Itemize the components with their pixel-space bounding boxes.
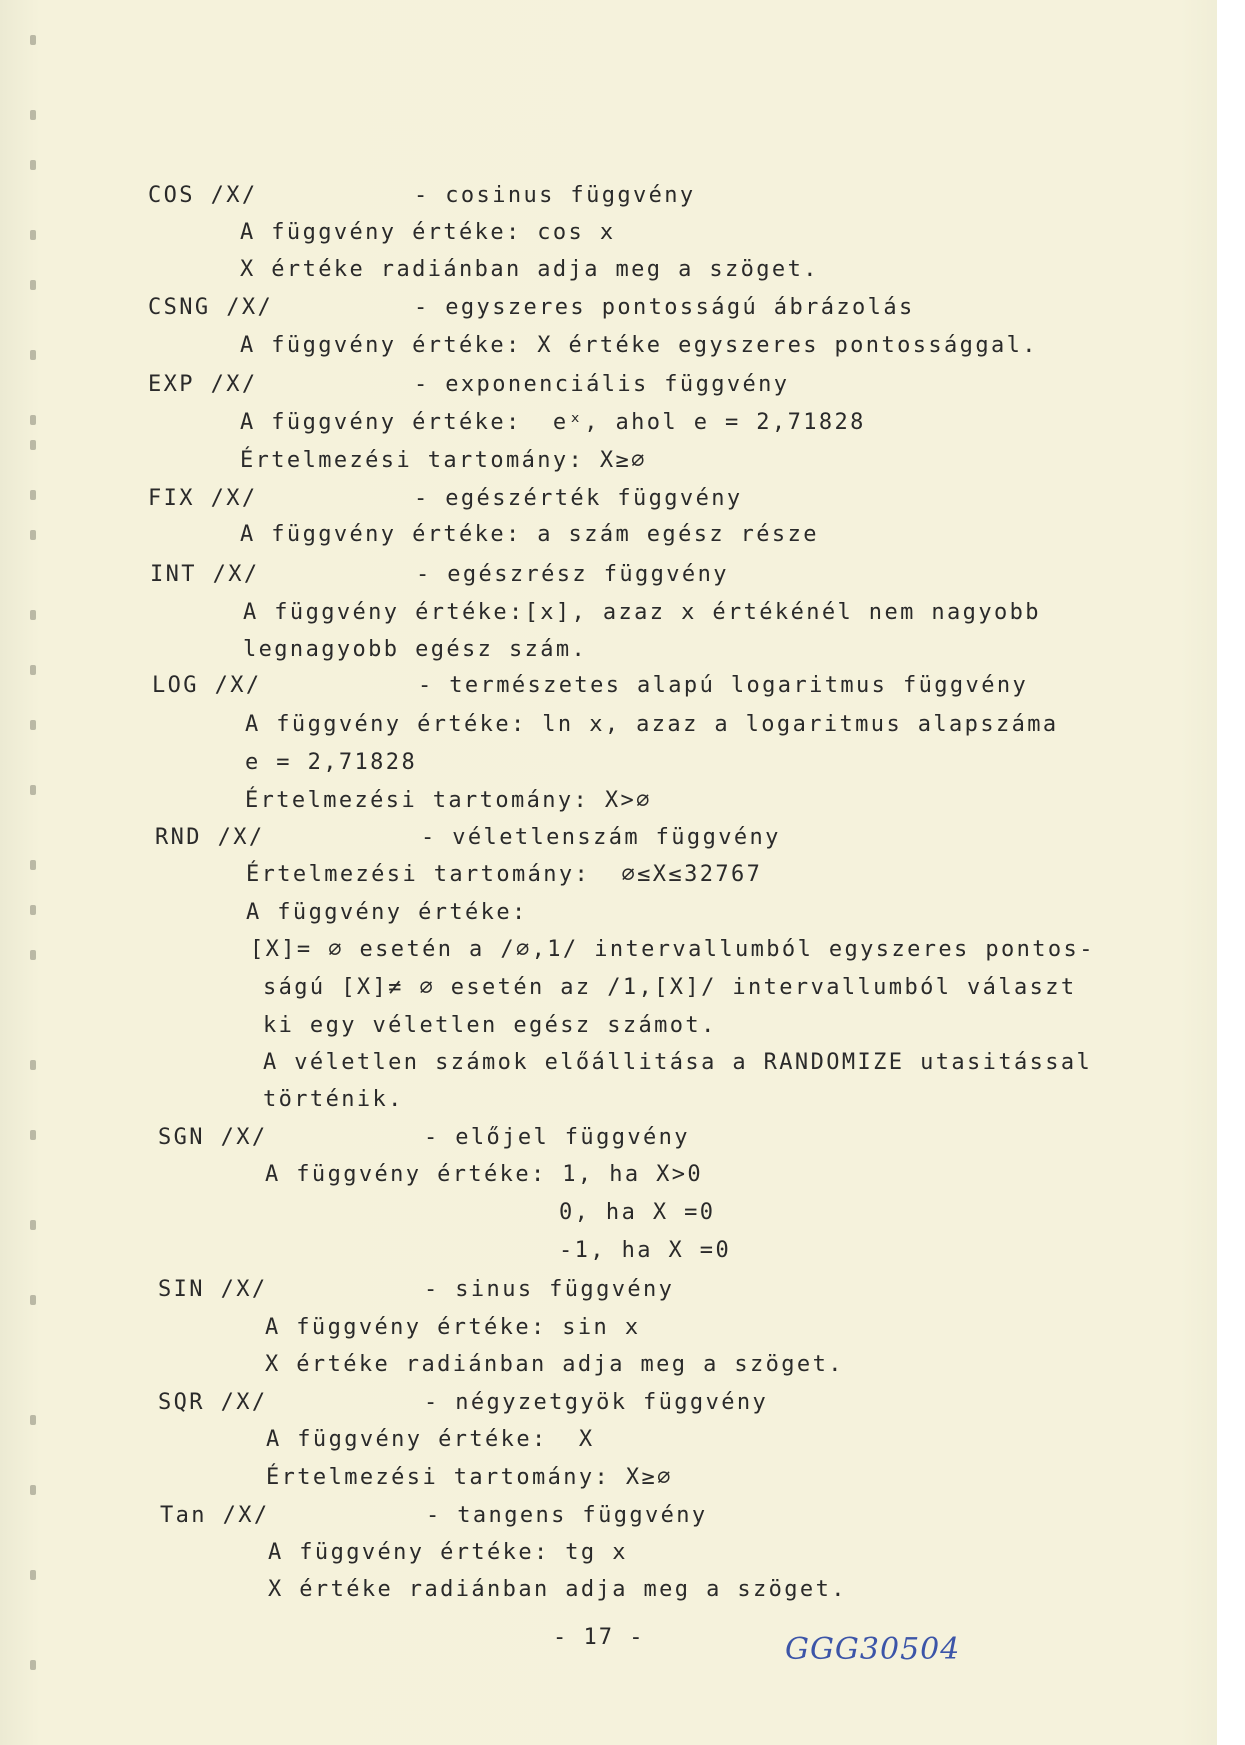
csng-heading: CSNG /X/ - egyszeres pontosságú ábrázolás: [148, 295, 915, 320]
sin-value: A függvény értéke: sin x: [265, 1315, 641, 1340]
page-number: - 17 -: [553, 1625, 645, 1650]
log-heading: LOG /X/ - természetes alapú logaritmus függvény: [152, 673, 1029, 698]
rnd-value-label: A függvény értéke:: [246, 900, 528, 925]
cos-value: A függvény értéke: cos x: [240, 220, 616, 245]
sin-note: X értéke radiánban adja meg a szöget.: [265, 1352, 844, 1377]
csng-value: A függvény értéke: X értéke egyszeres pontossággal.: [240, 333, 1038, 358]
rnd-domain: Értelmezési tartomány: ∅≤X≤32767: [246, 862, 763, 887]
sqr-value: A függvény értéke: X: [266, 1427, 595, 1452]
exp-heading: EXP /X/ - exponenciális függvény: [148, 372, 790, 397]
rnd-randomize-note: A véletlen számok előállitása a RANDOMIZE utasitással: [263, 1050, 1093, 1075]
tan-note: X értéke radiánban adja meg a szöget.: [268, 1577, 847, 1602]
rnd-heading: RND /X/ - véletlenszám függvény: [155, 825, 781, 850]
sin-heading: SIN /X/ - sinus függvény: [158, 1277, 675, 1302]
cos-note: X értéke radiánban adja meg a szöget.: [240, 257, 819, 282]
sgn-value-negative: -1, ha X =0: [559, 1238, 732, 1263]
int-value: A függvény értéke:[x], azaz x értékénél nem nagyobb: [243, 600, 1041, 625]
int-value-cont: legnagyobb egész szám.: [243, 637, 588, 662]
page-edge: [1217, 0, 1245, 1745]
sgn-heading: SGN /X/ - előjel függvény: [158, 1125, 690, 1150]
sqr-heading: SQR /X/ - négyzetgyök függvény: [158, 1390, 769, 1415]
rnd-case-end: ki egy véletlen egész számot.: [263, 1013, 717, 1038]
rnd-case-nonzero: ságú [X]≠ ∅ esetén az /1,[X]/ intervallumból választ: [263, 975, 1077, 1000]
rnd-case-zero: [X]= ∅ esetén a /∅,1/ intervallumból egyszeres pontos-: [250, 937, 1095, 962]
sgn-value-positive: A függvény értéke: 1, ha X>0: [265, 1162, 704, 1187]
exp-domain: Értelmezési tartomány: X≥∅: [240, 448, 647, 473]
int-heading: INT /X/ - egészrész függvény: [150, 562, 729, 587]
log-domain: Értelmezési tartomány: X>∅: [245, 788, 652, 813]
fix-value: A függvény értéke: a szám egész része: [240, 522, 819, 547]
handwritten-inventory-number: GGG30504: [785, 1632, 961, 1667]
log-e: e = 2,71828: [245, 750, 418, 775]
fix-heading: FIX /X/ - egészérték függvény: [148, 486, 743, 511]
exp-value: A függvény értéke: eˣ, ahol e = 2,71828: [240, 410, 866, 435]
log-value: A függvény értéke: ln x, azaz a logaritmus alapszáma: [245, 712, 1059, 737]
perforation-strip: [30, 0, 50, 1745]
sqr-domain: Értelmezési tartomány: X≥∅: [266, 1465, 673, 1490]
cos-heading: COS /X/ - cosinus függvény: [148, 183, 696, 208]
tan-heading: Tan /X/ - tangens függvény: [160, 1503, 708, 1528]
tan-value: A függvény értéke: tg x: [268, 1540, 628, 1565]
rnd-randomize-end: történik.: [263, 1087, 404, 1112]
sgn-value-zero: 0, ha X =0: [559, 1200, 716, 1225]
